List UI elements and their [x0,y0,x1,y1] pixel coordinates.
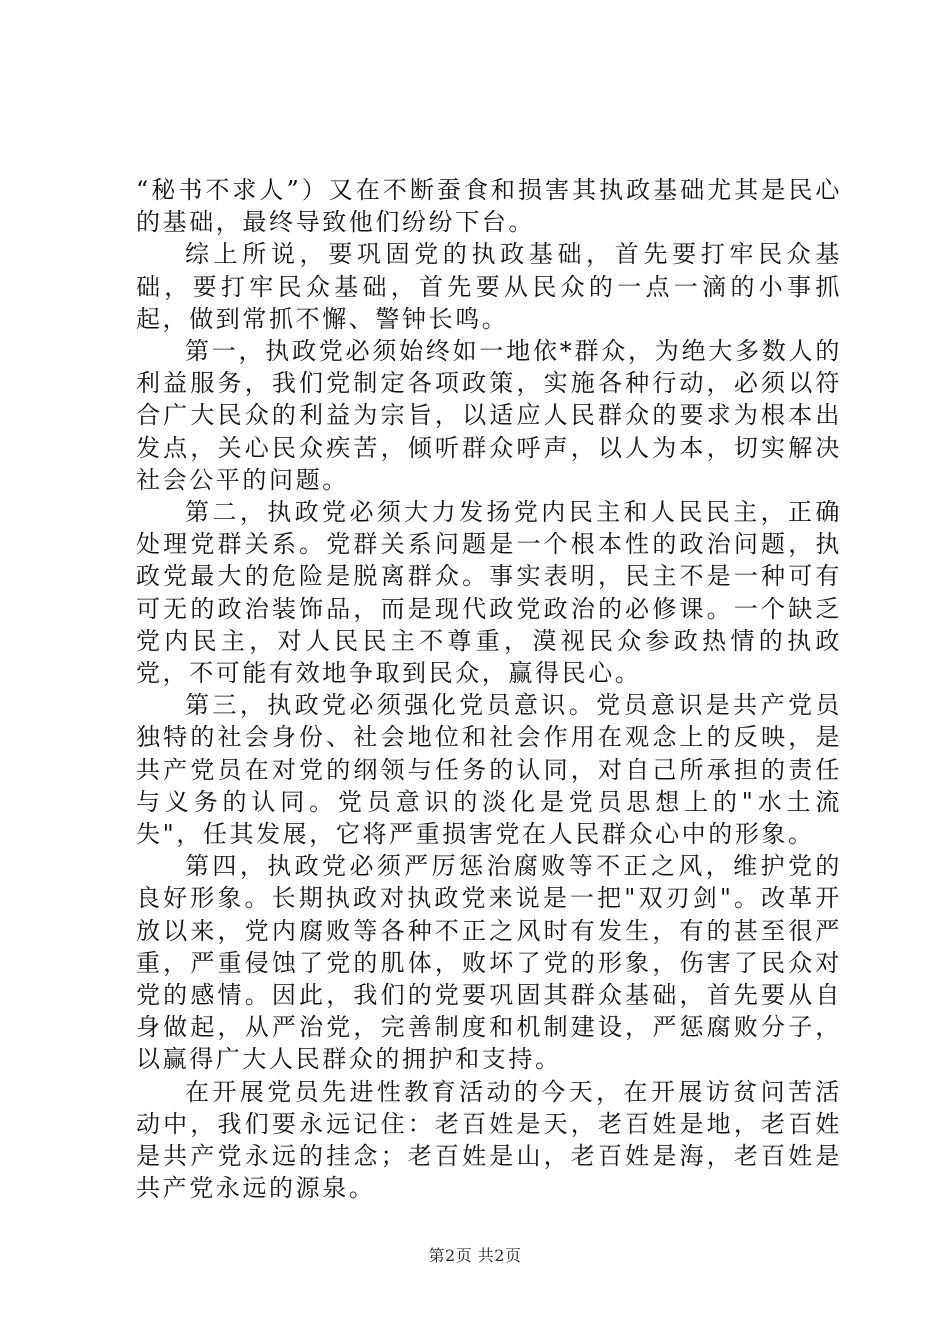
paragraph-continuation: “秘书不求人”）又在不断蚕食和损害其执政基础尤其是民心的基础，最终导致他们纷纷下台。 [136,176,842,237]
paragraph-point-two: 第二，执政党必须大力发扬党内民主和人民民主，正确处理党群关系。党群关系问题是一个根本性的政治问题，执政党最大的危险是脱离群众。事实表明，民主不是一种可有可无的政治装饰品，而是现代政党政治的必修课。一个缺乏党内民主，对人民民主不尊重，漠视民众参政热情的执政党，不可能有效地争取到民众，赢得民心。 [136,498,842,688]
document-body [136,174,842,1205]
paragraph-summary: 综上所说，要巩固党的执政基础，首先要打牢民众基础，要打牢民众基础，首先要从民众的一点一滴的小事抓起，做到常抓不懈、警钟长鸣。 [136,240,842,333]
paragraph-conclusion: 在开展党员先进性教育活动的今天，在开展访贫问苦活动中，我们要永远记住：老百姓是天，老百姓是地，老百姓是共产党永远的挂念；老百姓是山，老百姓是海，老百姓是共产党永远的源泉。 [136,1077,842,1203]
page-number-footer: 第2页 共2页 [428,1246,522,1265]
paragraph-point-four: 第四，执政党必须严厉惩治腐败等不正之风，维护党的良好形象。长期执政对执政党来说是一把"双刃剑"。改革开放以来，党内腐败等各种不正之风时有发生，有的甚至很严重，严重侵蚀了党的肌体，败坏了党的形象，伤害了民众对党的感情。因此，我们的党要巩固其群众基础，首先要从自身做起，从严治党，完善制度和机制建设，严惩腐败分子，以赢得广大人民群众的拥护和支持。 [136,852,842,1074]
paragraph-point-three: 第三，执政党必须强化党员意识。党员意识是共产党员独特的社会身份、社会地位和社会作用在观念上的反映，是共产党员在对党的纲领与任务的认同，对自己所承担的责任与义务的认同。党员意识的淡化是党员思想上的"水土流失"，任其发展，它将严重损害党在人民群众心中的形象。 [136,691,842,849]
paragraph-point-one: 第一，执政党必须始终如一地依*群众，为绝大多数人的利益服务，我们党制定各项政策，实施各种行动，必须以符合广大民众的利益为宗旨，以适应人民群众的要求为根本出发点，关心民众疾苦，倾听群众呼声，以人为本，切实解决社会公平的问题。 [136,337,842,494]
